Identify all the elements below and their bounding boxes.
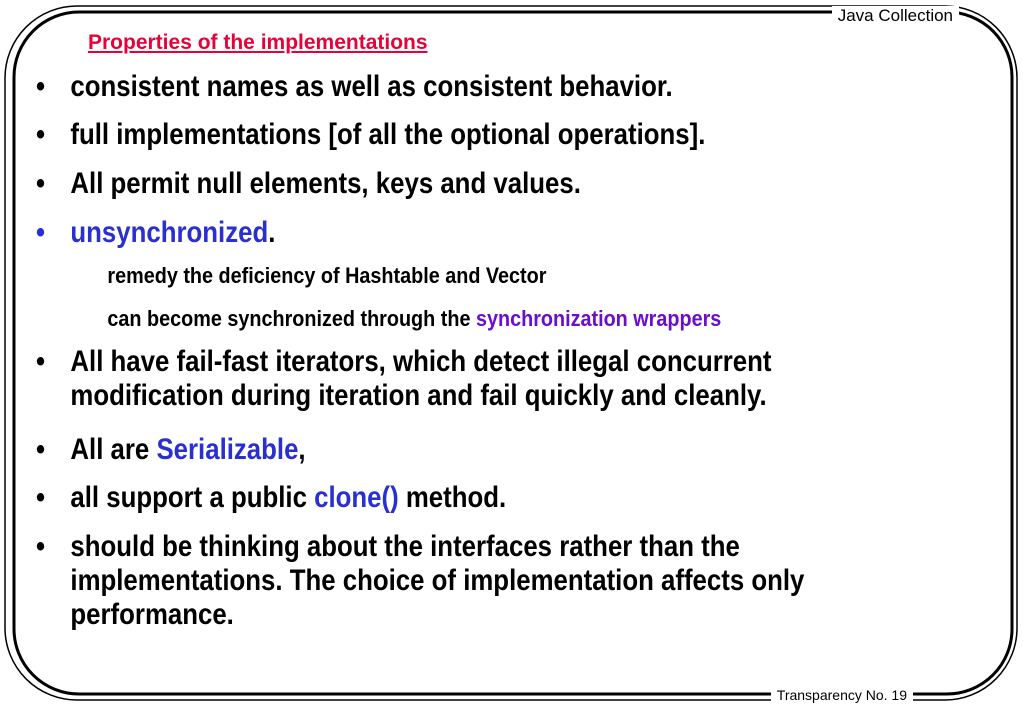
highlight-term: synchronization wrappers [475, 306, 722, 331]
highlight-term: clone() [314, 481, 399, 514]
bullet-item [36, 433, 306, 467]
bullet-dot: • [36, 530, 46, 563]
bullet-dot: • [36, 481, 46, 514]
bullet-dot: • [36, 345, 46, 378]
bullet-text: All have fail-fast iterators, which detect illegal concurrent [70, 345, 772, 378]
bullet-text: . [268, 216, 276, 249]
bullet-text: , [298, 433, 306, 466]
bullet-text: consistent names as well as consistent behavior. [70, 70, 673, 103]
bullet-text: All permit null elements, keys and values. [70, 167, 581, 200]
bullet-item [36, 481, 506, 515]
sub-bullet-text: remedy the deficiency of Hashtable and Vector [107, 263, 547, 288]
bullet-dot: • [36, 167, 46, 200]
bullet-dot: • [36, 70, 46, 103]
bullet-item [36, 167, 581, 201]
bullet-text: All are [70, 433, 157, 466]
bullet-dot: • [36, 216, 46, 249]
bullet-text-line2: modification during iteration and fail quickly and cleanly. [70, 379, 767, 412]
bullet-item [36, 216, 275, 250]
course-label: Java Collection [832, 6, 959, 26]
sub-bullet-item [84, 263, 546, 289]
sub-bullet-text: can become synchronized through the [107, 306, 476, 331]
bullet-text-line3: performance. [70, 598, 234, 631]
sub-bullet-item [84, 306, 721, 332]
bullet-item [36, 345, 771, 413]
highlight-term: Serializable [156, 433, 299, 466]
bullet-item [36, 118, 705, 152]
bullet-item [36, 70, 673, 104]
highlight-term: unsynchronized [70, 216, 269, 249]
bullet-text: full implementations [of all the optional operations]. [70, 118, 706, 151]
bullet-dot: • [36, 433, 46, 466]
bullet-text-line2: implementations. The choice of implementation affects only [70, 564, 805, 597]
bullet-text: all support a public [70, 481, 315, 514]
slide-title: Properties of the implementations [88, 31, 428, 54]
bullet-text: method. [398, 481, 507, 514]
bullet-dot: • [36, 118, 46, 151]
bullet-text: should be thinking about the interfaces rather than the [70, 530, 740, 563]
bullet-item [36, 530, 804, 632]
transparency-number: Transparency No. 19 [771, 687, 913, 703]
